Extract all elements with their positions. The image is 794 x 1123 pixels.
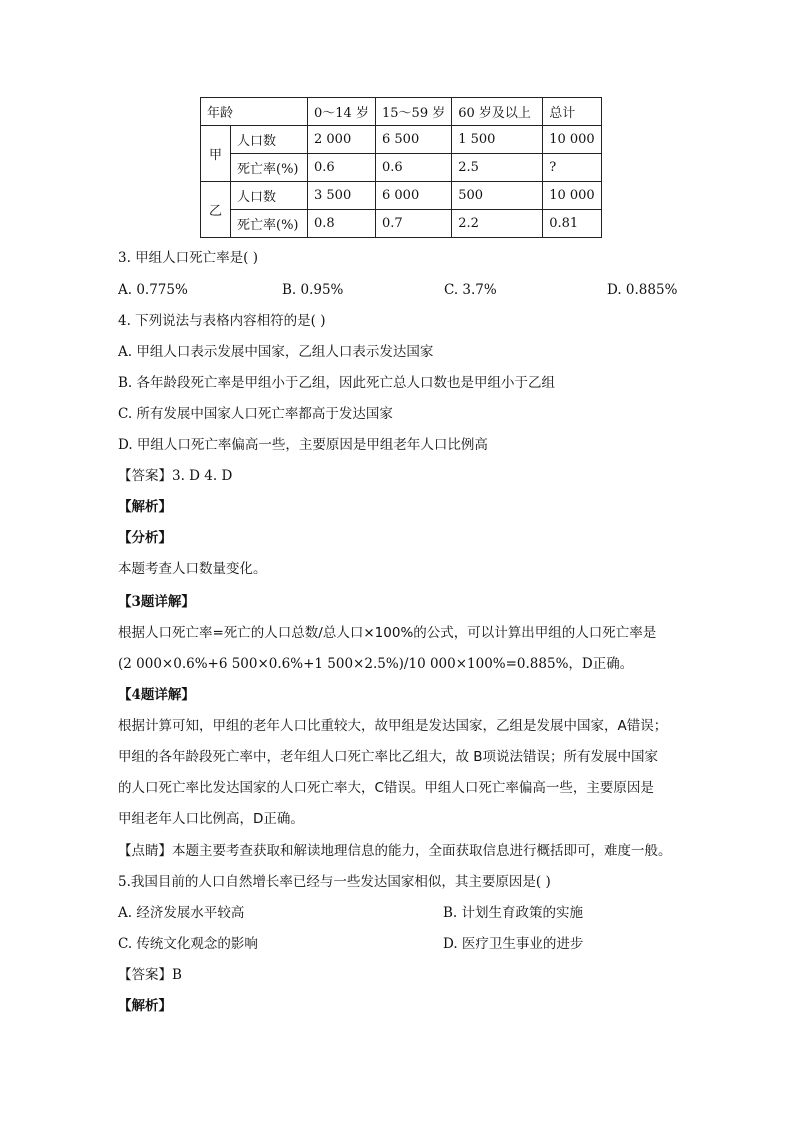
table-cell: 0.81 xyxy=(543,210,602,238)
table-cell: 2 000 xyxy=(308,126,376,154)
q5-option-b: B. 计划生育政策的实施 xyxy=(443,905,584,921)
q3-option-d: D. 0.885% xyxy=(607,282,678,298)
answer-heading-2: 【答案】B xyxy=(118,967,182,983)
detail-4-heading: 【4题详解】 xyxy=(118,687,195,703)
table-cell: 0.8 xyxy=(308,210,376,238)
table-cell: 2.2 xyxy=(452,210,543,238)
detail-3-heading: 【3题详解】 xyxy=(118,594,195,610)
answer-heading: 【答案】3. D 4. D xyxy=(118,468,233,484)
table-cell: 0.7 xyxy=(376,210,452,238)
q3-option-a: A. 0.775% xyxy=(118,282,188,298)
dianjing-note: 【点睛】本题主要考查获取和解读地理信息的能力，全面获取信息进行概括即可，难度一般。 xyxy=(118,843,672,859)
q4-option-a: A. 甲组人口表示发展中国家，乙组人口表示发达国家 xyxy=(118,344,434,360)
row-label-cell: 死亡率(%) xyxy=(231,210,308,238)
table-cell: 10 000 xyxy=(543,182,602,210)
q3-option-c: C. 3.7% xyxy=(444,282,497,298)
table-header-cell: 60 岁及以上 xyxy=(452,98,543,126)
table-row xyxy=(201,182,602,210)
detail-4-line: 的人口死亡率比发达国家的人口死亡率大，C错误。甲组人口死亡率偏高一些，主要原因是 xyxy=(118,780,654,796)
q3-option-b: B. 0.95% xyxy=(282,282,344,298)
table-cell: 0.6 xyxy=(376,154,452,182)
analysis-heading-2: 【解析】 xyxy=(118,998,172,1014)
q5-option-c: C. 传统文化观念的影响 xyxy=(118,936,258,952)
question-4-stem: 4. 下列说法与表格内容相符的是( ) xyxy=(118,313,326,329)
q5-option-a: A. 经济发展水平较高 xyxy=(118,905,245,921)
table-cell: 500 xyxy=(452,182,543,210)
q4-option-c: C. 所有发展中国家人口死亡率都高于发达国家 xyxy=(118,406,393,422)
table-row xyxy=(201,126,602,154)
table-header-cell: 15～59 岁 xyxy=(376,98,452,126)
row-label-cell: 人口数 xyxy=(231,182,308,210)
detail-3-line: 根据人口死亡率=死亡的人口总数/总人口×100%的公式，可以计算出甲组的人口死亡率是 xyxy=(118,625,657,641)
detail-3-line: (2 000×0.6%+6 500×0.6%+1 500×2.5%)/10 000×100%=0.885%，D正确。 xyxy=(118,656,634,672)
row-label-cell: 死亡率(%) xyxy=(231,154,308,182)
table-row xyxy=(201,154,602,182)
table-cell: 0.6 xyxy=(308,154,376,182)
q5-option-d: D. 医疗卫生事业的进步 xyxy=(443,936,584,952)
table-header-row xyxy=(201,98,602,126)
table-cell: 2.5 xyxy=(452,154,543,182)
table-cell: 1 500 xyxy=(452,126,543,154)
detail-4-line: 根据计算可知，甲组的老年人口比重较大，故甲组是发达国家，乙组是发展中国家，A错误； xyxy=(118,718,668,734)
table-header-cell: 年龄 xyxy=(201,98,308,126)
row-label-cell: 人口数 xyxy=(231,126,308,154)
table-header-cell: 0～14 岁 xyxy=(308,98,376,126)
group-name-cell: 甲 xyxy=(201,126,231,182)
detail-4-line: 甲组老年人口比例高，D正确。 xyxy=(118,811,304,827)
table-cell: 3 500 xyxy=(308,182,376,210)
table-cell: ? xyxy=(543,154,602,182)
analysis-heading: 【解析】 xyxy=(118,499,172,515)
table-header-cell: 总计 xyxy=(543,98,602,126)
table-cell: 10 000 xyxy=(543,126,602,154)
q4-option-d: D. 甲组人口死亡率偏高一些，主要原因是甲组老年人口比例高 xyxy=(118,437,488,453)
q4-option-b: B. 各年龄段死亡率是甲组小于乙组，因此死亡总人口数也是甲组小于乙组 xyxy=(118,375,556,391)
table-row xyxy=(201,210,602,238)
detail-4-line: 甲组的各年龄段死亡率中，老年组人口死亡率比乙组大，故 B项说法错误；所有发展中国家 xyxy=(118,749,659,765)
group-name-cell: 乙 xyxy=(201,182,231,238)
question-3-stem: 3. 甲组人口死亡率是( ) xyxy=(118,250,258,266)
population-table xyxy=(200,97,602,238)
table-cell: 6 500 xyxy=(376,126,452,154)
question-5-stem: 5.我国目前的人口自然增长率已经与一些发达国家相似，其主要原因是( ) xyxy=(118,874,551,890)
table-cell: 6 000 xyxy=(376,182,452,210)
fenxi-text: 本题考查人口数量变化。 xyxy=(118,561,267,577)
fenxi-heading: 【分析】 xyxy=(118,530,172,546)
